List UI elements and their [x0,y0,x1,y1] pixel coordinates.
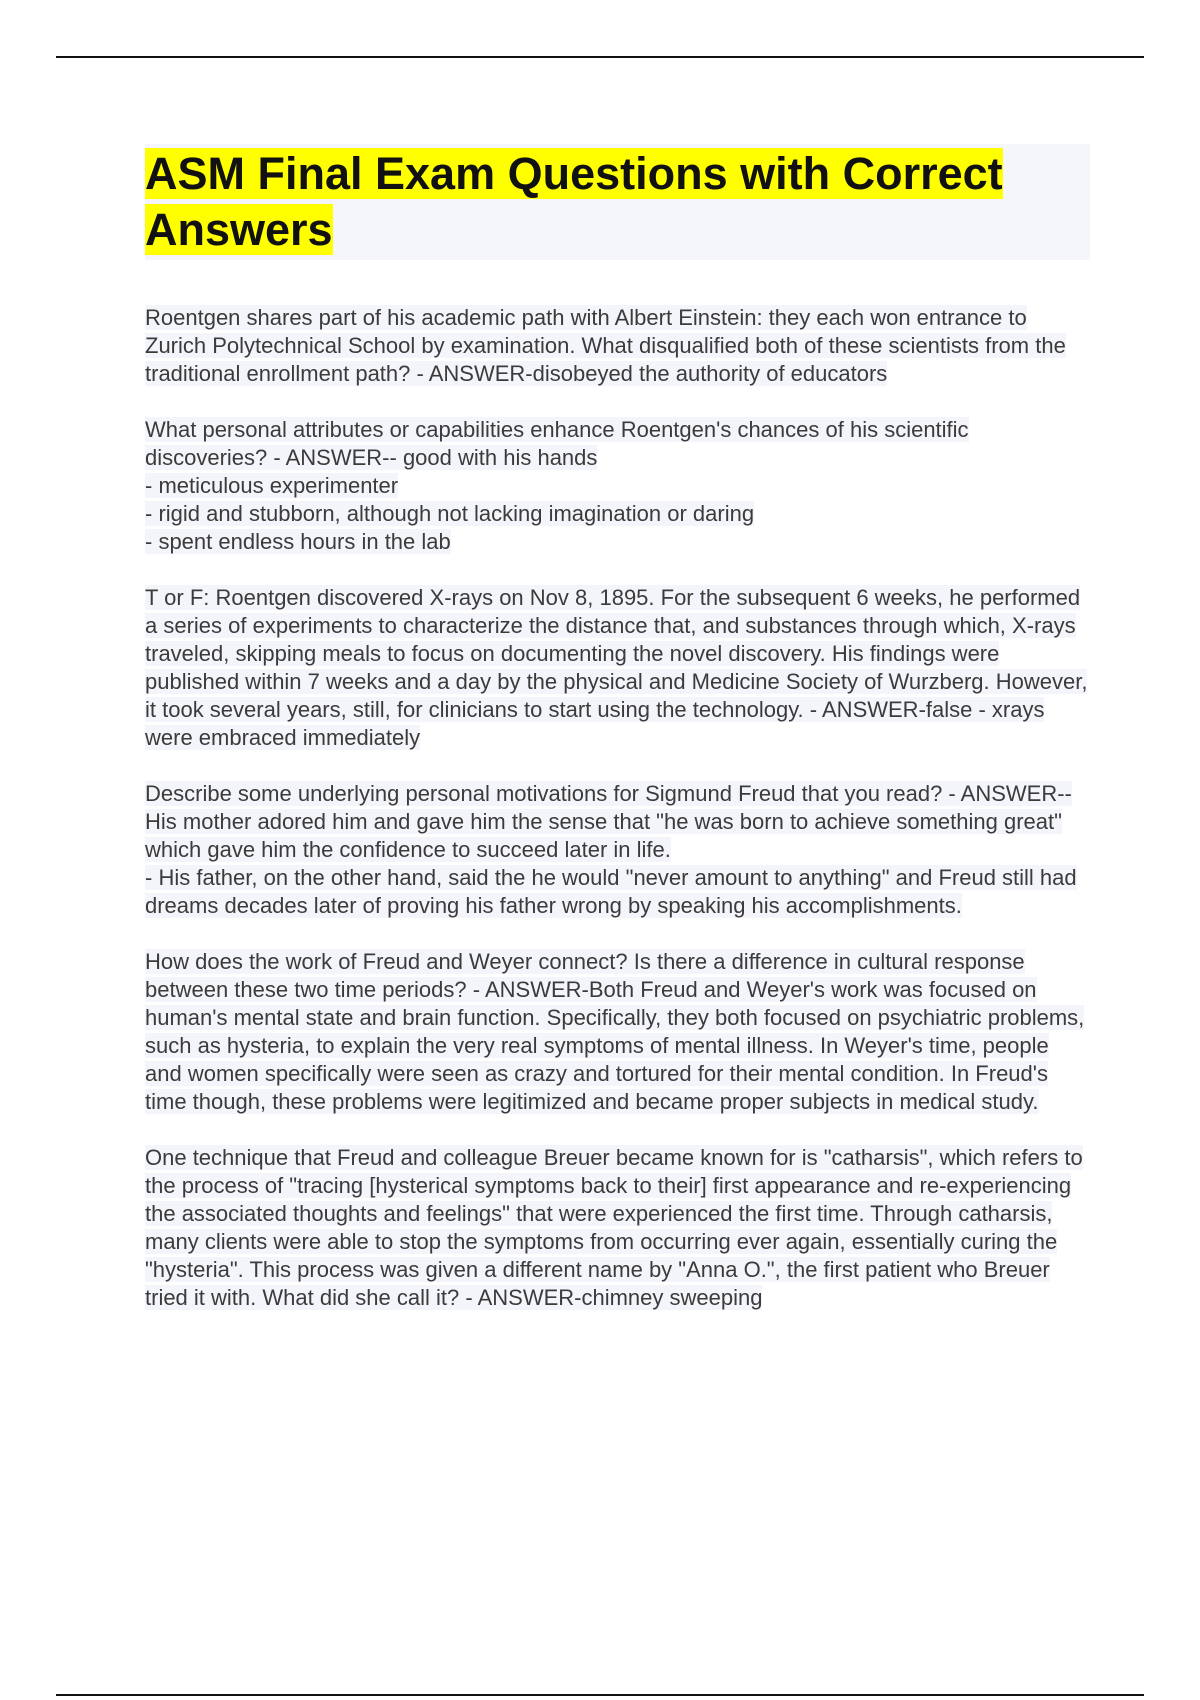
qa-item-3 [145,584,1090,752]
qa-item-2-line-2 [145,472,1090,500]
qa-text: How does the work of Freud and Weyer connect? Is there a difference in cultural response between these two time periods? - ANSWER-Both Freud and Weyer's work was focused on human's mental state and brain function. Specifically, they both focused on psychiatric problems, such as hysteria, to explain the very real symptoms of mental illness. In Weyer's time, people and women specifically were seen as crazy and tortured for their mental condition. In Freud's time though, these problems were legitimized and became proper subjects in medical study. [145,949,1085,1114]
qa-item-3-line-1 [145,584,1090,752]
qa-text: - meticulous experimenter [145,473,399,498]
document-body [145,144,1090,1340]
qa-item-5-line-1 [145,948,1090,1116]
qa-text: One technique that Freud and colleague Breuer became known for is "catharsis", which refers to the process of "tracing [hysterical symptoms back to their] first appearance and re-experiencing the associated thoughts and feelings" that were experienced the first time. Through catharsis, many clients were able to stop the symptoms from occurring ever again, essentially curing the "hysteria". This process was given a different name by "Anna O.", the first patient who Breuer tried it with. What did she call it? - ANSWER-chimney sweeping [145,1145,1083,1310]
qa-text: - His father, on the other hand, said the he would "never amount to anything" and Freud still had dreams decades later of proving his father wrong by speaking his accomplishments. [145,865,1077,918]
bottom-rule [56,1694,1144,1696]
qa-text: - spent endless hours in the lab [145,529,451,554]
qa-text: - rigid and stubborn, although not lacking imagination or daring [145,501,755,526]
document-title [145,146,1090,258]
qa-item-6 [145,1144,1090,1312]
title-block [145,144,1090,260]
qa-item-1-line-1 [145,304,1090,388]
top-rule [56,56,1144,58]
qa-item-1 [145,304,1090,388]
document-title-text: ASM Final Exam Questions with Correct Answers [145,148,1003,255]
qa-item-4-line-1 [145,780,1090,864]
qa-text: What personal attributes or capabilities enhance Roentgen's chances of his scientific discoveries? - ANSWER-- good with his hands [145,417,969,470]
question-list [145,304,1090,1312]
qa-item-4 [145,780,1090,920]
qa-text: Roentgen shares part of his academic path with Albert Einstein: they each won entrance to Zurich Polytechnical School by examination. What disqualified both of these scientists from the traditional enrollment path? - ANSWER-disobeyed the authority of educators [145,305,1066,386]
qa-text: Describe some underlying personal motivations for Sigmund Freud that you read? - ANSWER-- His mother adored him and gave him the sense that "he was born to achieve something great" which gave him the confidence to succeed later in life. [145,781,1072,862]
qa-item-2-line-1 [145,416,1090,472]
qa-text: T or F: Roentgen discovered X-rays on Nov 8, 1895. For the subsequent 6 weeks, he performed a series of experiments to characterize the distance that, and substances through which, X-rays traveled, skipping meals to focus on documenting the novel discovery. His findings were published within 7 weeks and a day by the physical and Medicine Society of Wurzberg. However, it took several years, still, for clinicians to start using the technology. - ANSWER-false - xrays were embraced immediately [145,585,1088,750]
qa-item-2-line-4 [145,528,1090,556]
qa-item-5 [145,948,1090,1116]
qa-item-2-line-3 [145,500,1090,528]
qa-item-2 [145,416,1090,556]
qa-item-4-line-2 [145,864,1090,920]
qa-item-6-line-1 [145,1144,1090,1312]
